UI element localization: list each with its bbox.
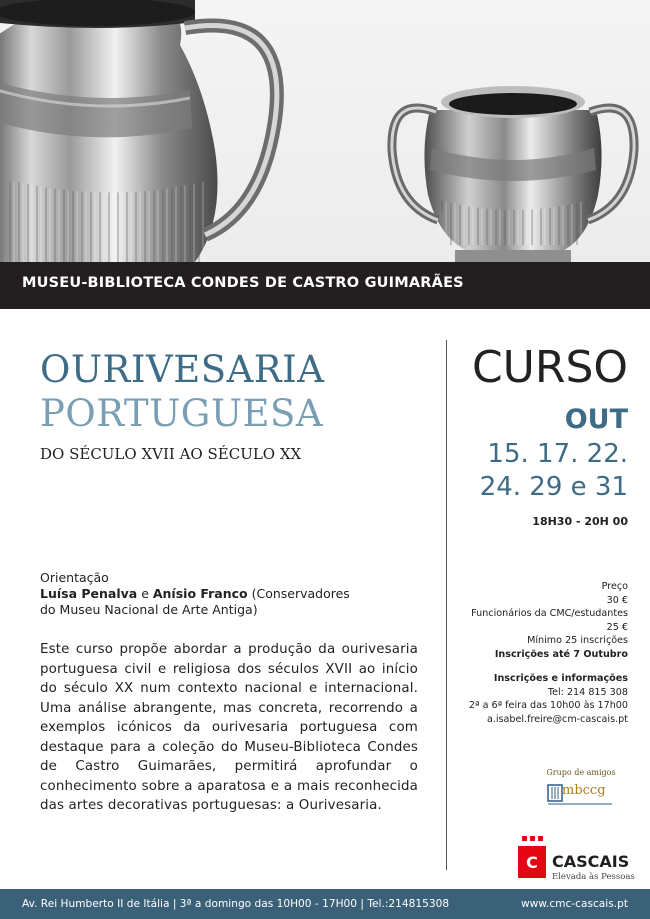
contact-phone: Tel: 214 815 308 (547, 686, 628, 698)
price-label: Preço (601, 581, 628, 592)
orientation-role1: (Conservadores (247, 586, 350, 601)
month-label: OUT (564, 404, 628, 435)
course-description: Este curso propõe abordar a produção da ourivesaria portuguesa civil e religiosa dos séculos XVII ao início do século XX num contexto nacional e internacional. Uma análise abrangente, mas concreta, recorrendo a exemplos icónicos da ourivesaria portuguesa com destaque para a coleção do Museu-Biblioteca Condes de Castro Guimarães, permitirá aprofundar o conhecimento sobre a aparatosa e a mais reconhecida das artes decorativas portuguesas: a Ourivesaria. (40, 642, 418, 813)
friends-group-title: Grupo de amigos (546, 768, 616, 777)
course-dates (480, 438, 628, 504)
contact-hours: 2ª a 6ª feira das 10h00 às 17h00 (468, 700, 628, 712)
svg-text:C: C (526, 853, 538, 872)
silver-vessels-image (0, 0, 650, 262)
orientation-name1: Luísa Penalva (40, 586, 138, 601)
contacts-title: Inscrições e informações (493, 673, 628, 684)
footer-address: Av. Rei Humberto II de Itália | 3ª a domingo das 10H00 - 17H00 | Tel.:214815308 (22, 898, 450, 910)
orientation-name2: Anísio Franco (152, 586, 248, 601)
price-info (471, 580, 628, 662)
course-subtitle: DO SÉCULO XVII AO SÉCULO XX (40, 445, 302, 463)
orientation-and: e (137, 586, 153, 601)
cascais-name: CASCAIS (552, 852, 630, 871)
orientation-block (40, 570, 350, 618)
staff-label: Funcionários da CMC/estudantes (471, 608, 628, 620)
dates-line2: 24. 29 e 31 (479, 472, 628, 502)
curso-heading: CURSO (471, 342, 628, 393)
orientation-line (40, 586, 350, 602)
cascais-logo (518, 836, 635, 886)
orientation-label: Orientação (40, 570, 109, 585)
enrollment-deadline: Inscrições até 7 Outubro (494, 648, 628, 660)
minimum-enrollment: Mínimo 25 inscrições (527, 635, 628, 647)
column-divider (446, 340, 447, 870)
contacts-block (469, 672, 628, 726)
friends-group-logo (546, 768, 616, 798)
dates-line1: 15. 17. 22. (487, 439, 628, 469)
course-title-line2: PORTUGUESA (40, 392, 324, 435)
orientation-role2: do Museu Nacional de Arte Antiga) (40, 602, 258, 617)
price-general: 30 € (606, 594, 628, 606)
course-title-line1: OURIVESARIA (40, 348, 325, 391)
contact-email[interactable]: a.isabel.freire@cm-cascais.pt (486, 713, 628, 725)
price-staff: 25 € (606, 621, 628, 633)
course-time: 18H30 - 20H 00 (532, 515, 628, 528)
footer-website-link[interactable]: www.cmc-cascais.pt (520, 898, 628, 910)
hero-photo (0, 0, 650, 262)
museum-name: MUSEU-BIBLIOTECA CONDES DE CASTRO GUIMARÃES (22, 275, 464, 291)
cascais-tagline: Elevada às Pessoas (552, 872, 635, 882)
friends-logo-text: mbccg (562, 783, 606, 798)
